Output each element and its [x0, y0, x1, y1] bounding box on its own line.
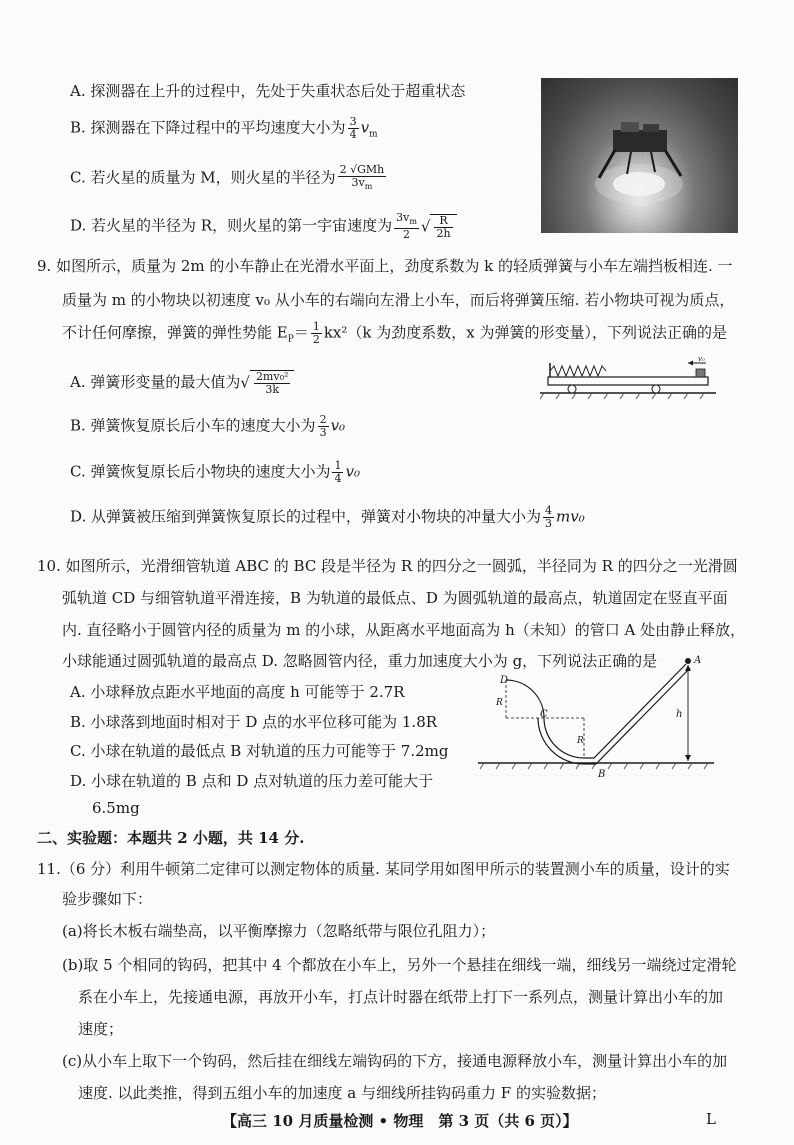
q9-c-num: 1	[334, 459, 342, 472]
q8-d-rad-den: 2h	[436, 226, 451, 240]
q8-c-fraction	[338, 164, 387, 193]
q8-b-fraction	[348, 116, 359, 141]
q9-b-fraction	[318, 414, 329, 439]
q10-fig-label-b: B	[598, 769, 606, 780]
q9-c-text: C. 弹簧恢复原长后小物块的速度大小为	[70, 462, 331, 481]
q8-d-sqrt: √ $\frac{R}{2h}$	[421, 214, 457, 240]
q8-d-fraction	[394, 212, 419, 241]
q9-line-1: 9. 如图所示，质量为 2m 的小车静止在光滑水平面上，劲度系数为 k 的轻质弹簧与小车左端挡板相连. 一	[37, 257, 733, 275]
q10-option-b: B. 小球落到地面时相对于 D 点的水平位移可能为 1.8R	[70, 713, 438, 731]
q9-d-den: 3	[545, 517, 553, 530]
q9-line-2: 质量为 m 的小物块以初速度 v₀ 从小车的右端向左滑上小车，而后将弹簧压缩. 若小物块可视为质点，	[62, 291, 735, 309]
q10-fig-label-d: D	[500, 675, 509, 686]
q8-d-num: $3v_m$	[394, 212, 419, 229]
q10-option-d: D. 小球在轨道的 B 点和 D 点对轨道的压力差可能大于	[70, 772, 434, 790]
mars-lander-photo	[541, 78, 738, 233]
q8-b-num: 3	[349, 115, 357, 128]
q11-line-1: 11.（6 分）利用牛顿第二定律可以测定物体的质量. 某同学用如图甲所示的装置测小车的质量，设计的实	[37, 860, 730, 878]
q11-step-b-3: 速度；	[78, 1020, 124, 1038]
q10-line-3: 内. 直径略小于圆管内径的质量为 m 的小球，从距离水平地面高为 h（未知）的管口 A 处由静止释放，	[62, 621, 746, 639]
q10-line-4: 小球能通过圆弧轨道的最高点 D. 忽略圆管内径，重力加速度大小为 g，下列说法正确的是	[62, 652, 658, 670]
q9-b-den: 3	[319, 426, 327, 439]
q9-option-c	[70, 460, 360, 485]
q9-line-3-pre: 不计任何摩擦，弹簧的弹性势能 E	[62, 323, 288, 342]
q9-a-num: 2mv₀²	[255, 370, 289, 383]
q8-c-num: 2 √GMh	[339, 163, 385, 176]
q11-step-c-1: (c)从小车上取下一个钩码，然后挂在细线左端钩码的下方，接通电源释放小车，测量计算出小车的加	[62, 1052, 728, 1070]
q9-option-d	[70, 505, 585, 530]
q9-option-a	[70, 370, 294, 396]
q8-b-var: v	[360, 118, 370, 137]
q9-fig-v0-label: v₀	[698, 355, 705, 363]
q8-d-den: 2	[403, 228, 410, 242]
q8-c-text: C. 若火星的质量为 M，则火星的半径为	[70, 168, 336, 187]
q11-line-2: 验步骤如下：	[62, 890, 153, 908]
q9-b-var: v₀	[330, 416, 346, 435]
q9-d-fraction	[543, 505, 554, 530]
q11-step-c-2: 速度. 以此类推，得到五组小车的加速度 a 与细线所挂钩码重力 F 的实验数据；	[78, 1084, 606, 1102]
q9-c-fraction	[332, 460, 343, 485]
q10-fig-label-a: A	[694, 655, 702, 666]
q8-option-d	[70, 212, 457, 241]
q9-d-num: 4	[545, 504, 553, 517]
q8-option-c	[70, 164, 388, 193]
page-footer: 【高三 10 月质量检测 • 物理 第 3 页（共 6 页）】	[222, 1112, 578, 1130]
q8-c-den: $3v_m$	[351, 176, 373, 192]
q8-option-a: A. 探测器在上升的过程中，先处于失重状态后处于超重状态	[70, 82, 466, 100]
q9-cart-figure	[540, 355, 720, 405]
q11-step-b-1: (b)取 5 个相同的钩码，把其中 4 个都放在小车上，另外一个悬挂在细线一端，细线另一端绕过定滑轮	[62, 956, 737, 974]
q10-track-figure	[478, 655, 718, 783]
q10-fig-label-c: C	[540, 709, 548, 720]
footer-mark: L	[706, 1110, 716, 1128]
q11-step-b-2: 系在小车上，先接通电源，再放开小车，打点计时器在纸带上打下一系列点，测量计算出小车的加	[78, 988, 724, 1006]
q10-option-c: C. 小球在轨道的最低点 B 对轨道的压力可能等于 7.2mg	[70, 742, 449, 760]
q10-option-a: A. 小球释放点距水平地面的高度 h 可能等于 2.7R	[70, 683, 405, 701]
q10-fig-label-h: h	[676, 709, 683, 720]
section-2-heading: 二、实验题：本题共 2 小题，共 14 分.	[37, 829, 305, 847]
q9-a-text: A. 弹簧形变量的最大值为	[70, 373, 241, 391]
q8-d-rad-num: R	[434, 215, 452, 228]
lander-drawing	[541, 78, 738, 233]
q9-half-fraction: $\frac{1}{2}$	[312, 320, 320, 346]
q10-fig-label-r1: R	[496, 698, 503, 708]
q10-fig-label-r2: R	[577, 736, 584, 746]
q11-step-a: (a)将长木板右端垫高，以平衡摩擦力（忽略纸带与限位孔阻力）；	[62, 922, 496, 940]
q8-b-den: 4	[349, 128, 357, 141]
q10-line-1: 10. 如图所示，光滑细管轨道 ABC 的 BC 段是半径为 R 的四分之一圆弧，半径同为 R 的四分之一光滑圆	[37, 557, 738, 575]
q9-d-var: mv₀	[556, 507, 585, 526]
q9-c-den: 4	[334, 472, 342, 485]
q9-option-b	[70, 414, 345, 439]
q8-d-text: D. 若火星的半径为 R，则火星的第一宇宙速度为	[70, 216, 393, 235]
q9-a-sqrt: √ $\frac{\text{2mv₀²}}{3k}$	[240, 370, 294, 396]
q10-line-2: 弧轨道 CD 与细管轨道平滑连接，B 为轨道的最低点、D 为圆弧轨道的最高点，轨道固定在竖直平面	[62, 589, 728, 607]
q8-b-text: B. 探测器在下降过程中的平均速度大小为	[70, 118, 346, 137]
q9-c-var: v₀	[345, 462, 360, 481]
q9-line-3: 不计任何摩擦，弹簧的弹性势能 $E_P=$ $\frac{1}{2}$ kx²（k 为劲度系数，x 为弹簧的形变量），下列说法正确的是	[62, 320, 727, 346]
q10-option-d-cont: 6.5mg	[92, 799, 140, 817]
q9-a-den: 3k	[265, 383, 279, 396]
q9-line-3-mid: kx²（k 为劲度系数，x 为弹簧的形变量），下列说法正确的是	[323, 323, 727, 342]
q9-b-text: B. 弹簧恢复原长后小车的速度大小为	[70, 416, 316, 435]
q8-option-b: B. 探测器在下降过程中的平均速度大小为 $\frac{3}{4}$ $v_m$	[70, 115, 378, 141]
q9-b-num: 2	[319, 413, 327, 426]
q9-d-text: D. 从弹簧被压缩到弹簧恢复原长的过程中，弹簧对小物块的冲量大小为	[70, 507, 542, 526]
